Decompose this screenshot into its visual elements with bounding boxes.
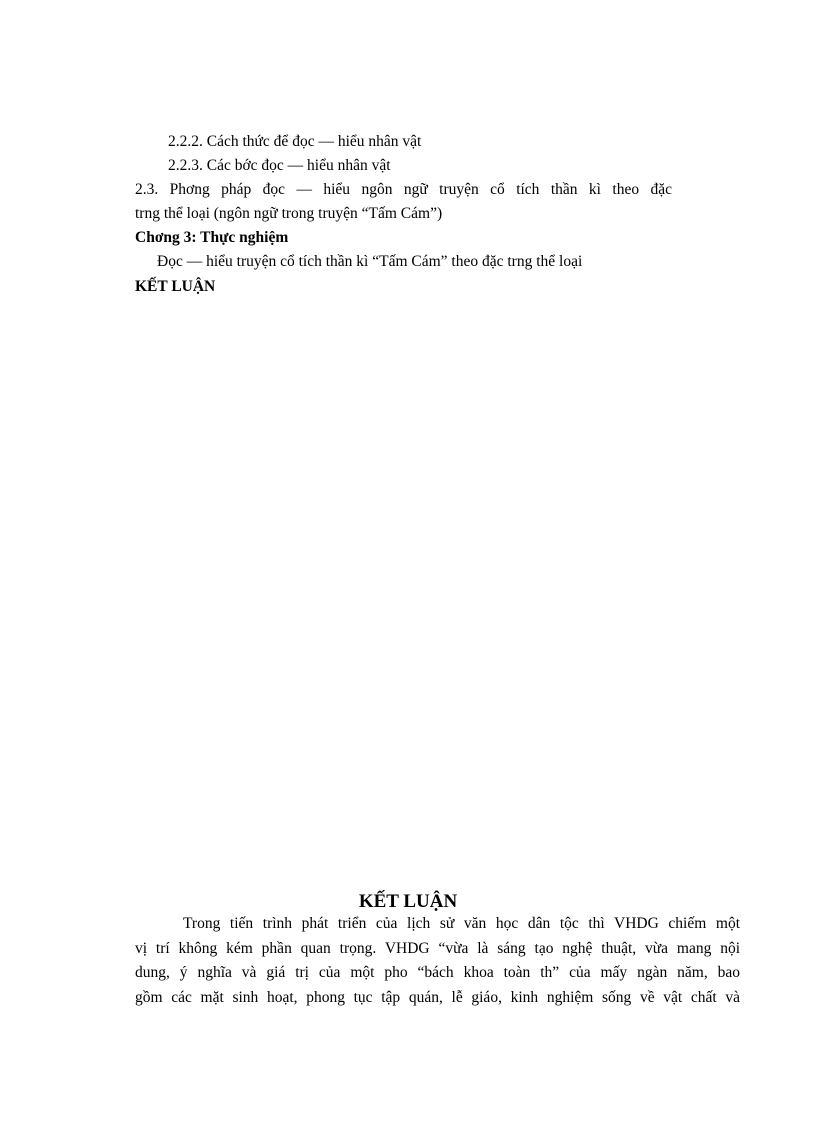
toc-chapter-3	[135, 227, 288, 249]
section-heading: KẾT LUẬN	[358, 891, 458, 912]
toc-conclusion: KẾT LUẬN	[135, 278, 216, 295]
toc-chapter-3-subtitle: Đọc — hiểu truyện cổ tích thần kì “Tấm Cám” theo đặc trng thể loại	[157, 253, 583, 270]
paragraph-line: dung, ý nghĩa và giá trị của một pho “bách khoa toàn th” của mấy ngàn năm, bao	[135, 964, 740, 981]
paragraph-line: Trong tiến trình phát triển của lịch sử văn học dân tộc thì VHDG chiếm một	[183, 915, 740, 932]
paragraph-line: gồm các mặt sinh hoạt, phong tục tập quán, lễ giáo, kinh nghiệm sống về vật chất và	[135, 989, 740, 1006]
toc-item-2-2-2: 2.2.2. Cách thức để đọc — hiểu nhân vật	[168, 133, 422, 150]
toc-chapter-3-label: Chơng 3:	[135, 229, 197, 246]
paragraph-line: vị trí không kém phần quan trọng. VHDG “vừa là sáng tạo nghệ thuật, vừa mang nội	[135, 940, 740, 957]
toc-item-2-3-line2: trng thể loại (ngôn ngữ trong truyện “Tấm Cám”)	[135, 205, 443, 222]
toc-chapter-3-title: Thực nghiệm	[200, 229, 289, 246]
toc-item-2-3-line1: 2.3. Phơng pháp đọc — hiểu ngôn ngữ truyện cổ tích thần kì theo đặc	[135, 181, 672, 198]
toc-item-2-2-3: 2.2.3. Các bớc đọc — hiểu nhân vật	[168, 157, 391, 174]
